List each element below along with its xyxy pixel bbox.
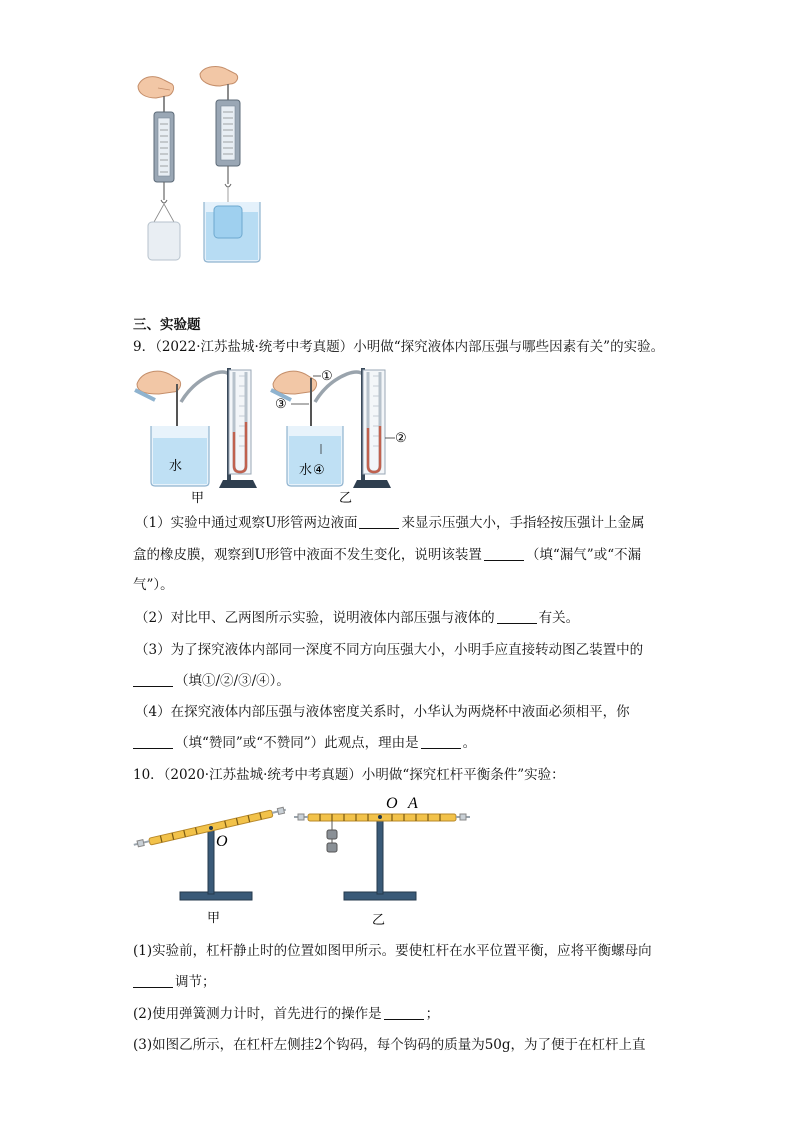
answer-blank[interactable] — [484, 546, 524, 561]
q9-part4-line2 — [133, 733, 476, 753]
q9-part1-line3: 气”）。 — [133, 577, 174, 593]
q9-p2-text-b: 有关。 — [538, 610, 580, 626]
fig9-marker-2: ② — [395, 431, 407, 446]
q9-p2-text-a: （2）对比甲、乙两图所示实验，说明液体内部压强与液体的 — [135, 610, 495, 626]
fig-jia-apparatus — [135, 368, 257, 488]
q9-p4-text-c: 。 — [462, 735, 477, 751]
q10-part1-line1: (1)实验前，杠杆静止时的位置如图甲所示。要使杠杆在水平位置平衡，应将平衡螺母向 — [133, 943, 652, 959]
fig9-water-jia: 水 — [169, 459, 183, 474]
fig-yi-apparatus — [271, 368, 395, 488]
q9-part4-line1: （4）在探究液体内部压强与液体密度关系时，小华认为两烧杯中液面必须相平，你 — [135, 704, 630, 720]
fig-yi-lever — [294, 814, 470, 900]
answer-blank[interactable] — [133, 734, 173, 749]
q9-p1-text-b: 来显示压强大小，手指轻按压强计上金属 — [401, 515, 645, 531]
answer-blank[interactable] — [359, 514, 399, 529]
fig9-label-yi: 乙 — [339, 491, 353, 506]
fig10-O-jia: O — [216, 833, 228, 850]
fig10-label-jia: 甲 — [207, 911, 221, 926]
hand-left-icon — [138, 77, 174, 98]
lever-figure — [128, 790, 473, 932]
fig9-label-jia: 甲 — [191, 491, 205, 506]
q9-part3-line2 — [133, 671, 290, 691]
q9-p1-text-a: （1）实验中通过观察U形管两边液面 — [135, 515, 358, 531]
q9-part1-line2 — [133, 545, 641, 565]
answer-blank[interactable] — [133, 672, 173, 687]
fig10-O-yi: O — [386, 795, 398, 812]
q10-part1-line2 — [133, 972, 216, 992]
hand-right-icon — [200, 67, 238, 86]
q9-part2 — [135, 608, 579, 628]
q10-stem: 10．（2020·江苏盐城·统考中考真题）小明做“探究杠杆平衡条件”实验： — [133, 767, 565, 783]
spring-scale-left — [148, 96, 180, 260]
q9-p1-text-d: （填“漏气”或“不漏 — [525, 547, 642, 563]
fig9-marker-3: ③ — [275, 397, 287, 412]
fig9-marker-1: ① — [321, 369, 333, 384]
pressure-gauge-figure — [133, 362, 423, 507]
section-heading: 三、实验题 — [133, 317, 201, 333]
spring-scale-figure — [128, 62, 278, 268]
q9-stem: 9．（2022·江苏盐城·统考中考真题）小明做“探究液体内部压强与哪些因素有关”的实验。 — [133, 339, 665, 355]
fig10-A: A — [408, 795, 418, 812]
spring-scale-right — [204, 84, 260, 262]
answer-blank[interactable] — [421, 734, 461, 749]
answer-blank[interactable] — [384, 1005, 424, 1020]
q10-part3: (3)如图乙所示，在杠杆左侧挂2个钩码，每个钩码的质量为50g，为了便于在杠杆上直 — [133, 1037, 646, 1053]
fig9-marker-4: ④ — [313, 463, 325, 478]
answer-blank[interactable] — [133, 973, 173, 988]
q9-p3-text-b: （填①/②/③/④）。 — [175, 673, 290, 689]
q9-p1-text-c: 盒的橡皮膜，观察到U形管中液面不发生变化，说明该装置 — [133, 547, 482, 563]
fig10-label-yi: 乙 — [372, 913, 386, 928]
q10-p2-text-b: ； — [425, 1006, 440, 1022]
q10-part2 — [133, 1004, 439, 1024]
fig-jia-lever — [133, 807, 287, 900]
q9-part3-line1: （3）为了探究液体内部同一深度不同方向压强大小，小明手应直接转动图乙装置中的 — [135, 642, 644, 658]
answer-blank[interactable] — [497, 609, 537, 624]
q10-p1-text-b: 调节； — [175, 974, 216, 990]
fig9-water-yi: 水 — [299, 463, 313, 478]
q9-p4-text-b: （填“赞同”或“不赞同”）此观点，理由是 — [175, 735, 419, 751]
q9-part1-line1 — [135, 513, 644, 533]
q10-p2-text-a: (2)使用弹簧测力计时，首先进行的操作是 — [133, 1006, 382, 1022]
